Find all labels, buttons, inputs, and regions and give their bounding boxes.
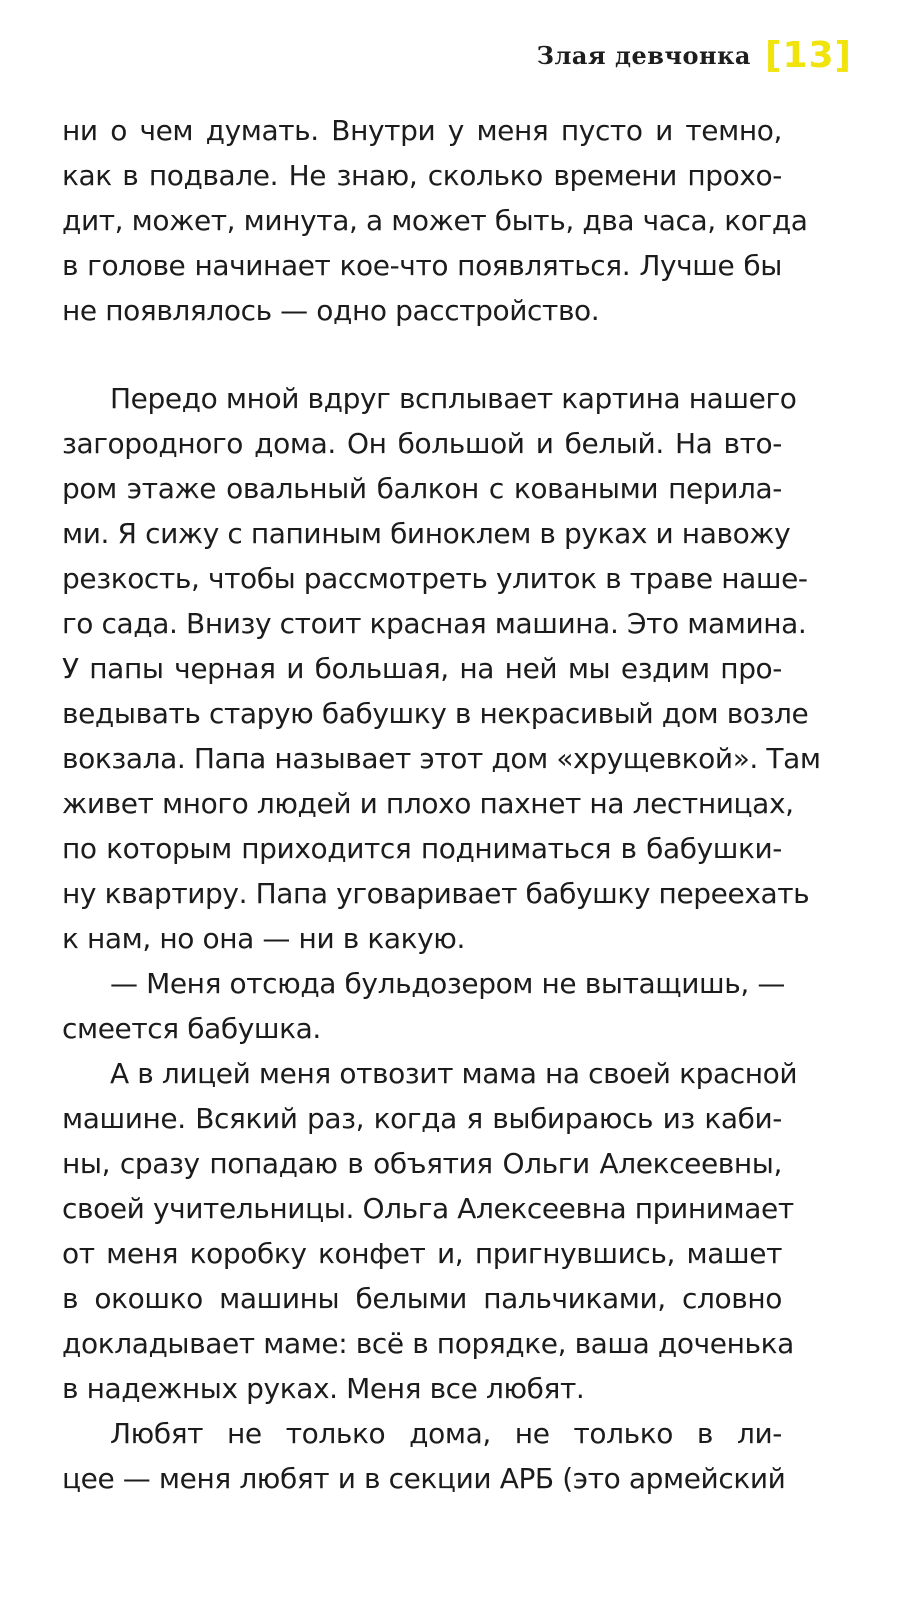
text-block-1 bbox=[62, 108, 808, 333]
running-head bbox=[537, 30, 852, 80]
text-line: не появлялось — одно расстройство. bbox=[62, 294, 600, 327]
text-line: как в подвале. Не знаю, сколько времени прохо- bbox=[62, 159, 782, 192]
running-title: Злая девчонка bbox=[536, 40, 751, 70]
text-line: загородного дома. Он большой и белый. На вто- bbox=[62, 427, 782, 460]
text-line: цее — меня любят и в секции АРБ (это армейский bbox=[62, 1462, 786, 1495]
text-line: в голове начинает кое-что появляться. Лучше бы bbox=[62, 249, 782, 282]
text-line: живет много людей и плохо пахнет на лестницах, bbox=[62, 787, 794, 820]
text-line: докладывает маме: всё в порядке, ваша доченька bbox=[62, 1327, 794, 1360]
text-line: Передо мной вдруг всплывает картина нашего bbox=[110, 382, 797, 415]
text-line: к нам, но она — ни в какую. bbox=[62, 922, 465, 955]
text-line: резкость, чтобы рассмотреть улиток в траве наше- bbox=[62, 562, 808, 595]
text-line: ни о чем думать. Внутри у меня пусто и темно, bbox=[62, 114, 782, 147]
text-line: по которым приходится подниматься в бабушки- bbox=[62, 832, 782, 865]
text-line: ром этаже овальный балкон с коваными перила- bbox=[62, 472, 782, 505]
text-line: в окошко машины белыми пальчиками, словно bbox=[62, 1282, 782, 1315]
text-line: смеется бабушка. bbox=[62, 1012, 321, 1045]
text-line: У папы черная и большая, на ней мы ездим про- bbox=[62, 652, 782, 685]
text-line: от меня коробку конфет и, пригнувшись, машет bbox=[62, 1237, 782, 1270]
text-line: дит, может, минута, а может быть, два часа, когда bbox=[62, 204, 808, 237]
text-line: ведывать старую бабушку в некрасивый дом возле bbox=[62, 697, 809, 730]
text-block-2 bbox=[62, 376, 821, 1501]
text-line: — Меня отсюда бульдозером не вытащишь, — bbox=[110, 967, 785, 1000]
text-line: своей учительницы. Ольга Алексеевна принимает bbox=[62, 1192, 794, 1225]
text-line: го сада. Внизу стоит красная машина. Это мамина. bbox=[62, 607, 807, 640]
text-line: вокзала. Папа называет этот дом «хрущевкой». Там bbox=[62, 742, 821, 775]
text-line: ну квартиру. Папа уговаривает бабушку переехать bbox=[62, 877, 810, 910]
page-number: [13] bbox=[764, 34, 852, 76]
text-line: ны, сразу попадаю в объятия Ольги Алексеевны, bbox=[62, 1147, 782, 1180]
text-line: Любят не только дома, не только в ли- bbox=[110, 1417, 782, 1450]
text-line: А в лицей меня отвозит мама на своей красной bbox=[110, 1057, 798, 1090]
text-line: машине. Всякий раз, когда я выбираюсь из каби- bbox=[62, 1102, 782, 1135]
text-line: в надежных руках. Меня все любят. bbox=[62, 1372, 585, 1405]
text-line: ми. Я сижу с папиным биноклем в руках и навожу bbox=[62, 517, 791, 550]
